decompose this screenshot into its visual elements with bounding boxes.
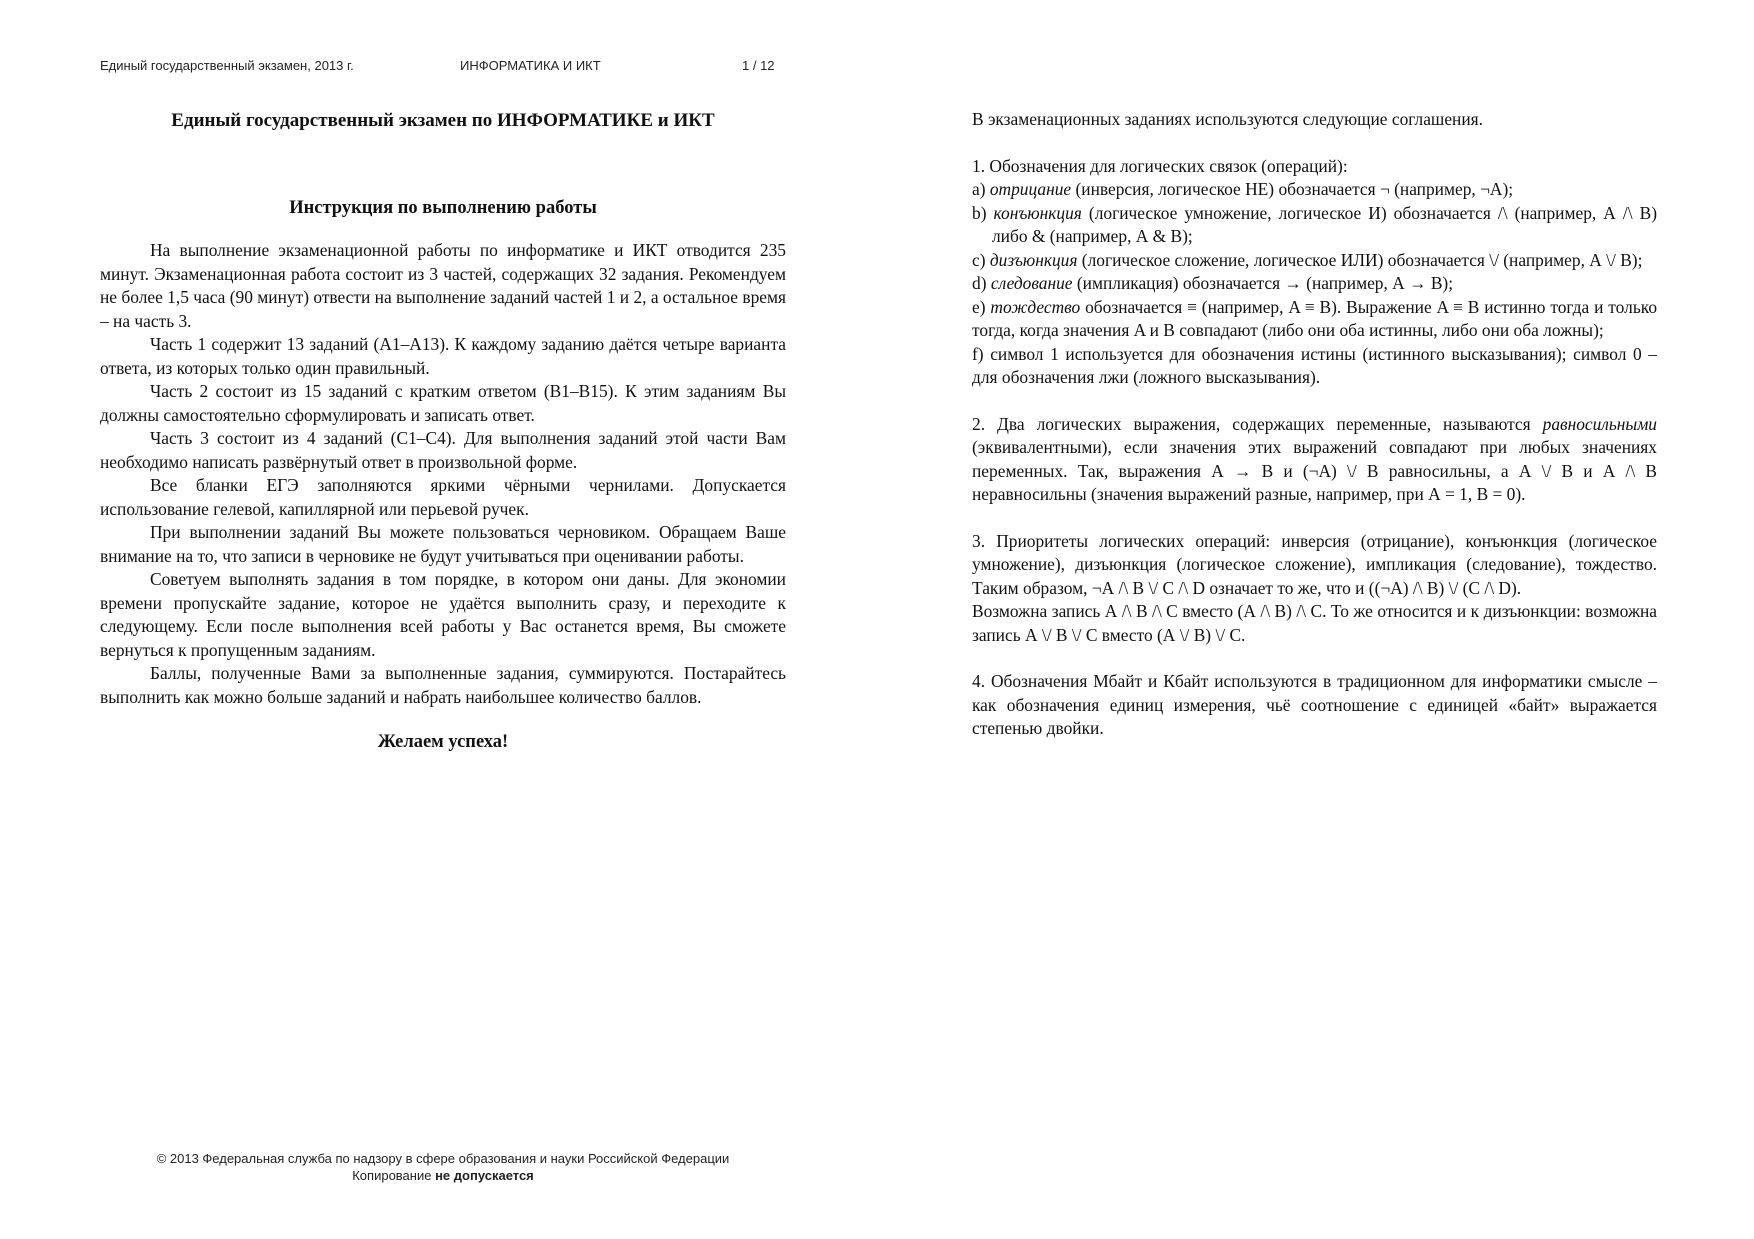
section-logic-operations (972, 155, 1657, 390)
instruction-paragraph: Часть 2 состоит из 15 заданий с кратким ответом (В1–В15). К этим заданиям Вы должны самостоятельно сформулировать и записать ответ. (100, 381, 786, 425)
copying-notice: Копирование не допускается (352, 1168, 534, 1183)
item-negation: a) отрицание (инверсия, логическое НЕ) обозначается ¬ (например, ¬А); (972, 179, 1514, 199)
instruction-paragraph: Все бланки ЕГЭ заполняются яркими чёрными чернилами. Допускается использование гелевой, капиллярной или перьевой ручек. (100, 475, 786, 519)
section-2-text: 2. Два логических выражения, содержащих переменные, называются равносильными (эквивалентными), если значения этих выражений совпадают при любых значениях переменных. Так, выражения А → В и (¬А) \/ В равносильны, а А \/ В и А /\ В неравносильны (значения выражений разные, например, при А = 1, В = 0). (972, 413, 1657, 504)
item-disjunction: c) дизъюнкция (логическое сложение, логическое ИЛИ) обозначается \/ (например, А \/ В); (972, 249, 1643, 270)
header-page-number: 1 / 12 (742, 58, 775, 73)
exam-title: Единый государственный экзамен по ИНФОРМАТИКЕ и ИКТ (171, 110, 715, 131)
section-units (972, 670, 1657, 741)
instruction-paragraph: Советуем выполнять задания в том порядке, в котором они даны. Для экономии времени пропускайте задание, которое не удаётся выполнить сразу, и переходите к следующему. Если после выполнения всей работы у Вас останется время, Вы сможете вернуться к пропущенным заданиям. (100, 569, 786, 660)
instruction-paragraph: Часть 1 содержит 13 заданий (А1–А13). К каждому заданию даётся четыре варианта ответа, из которых только один правильный. (100, 334, 786, 378)
section-1-title: 1. Обозначения для логических связок (операций): (972, 155, 1348, 176)
right-page (972, 108, 1657, 764)
item-implication: d) следование (импликация) обозначается → (например, А → В); (972, 273, 1454, 293)
item-conjunction: b) конъюнкция (логическое умножение, логическое И) обозначается /\ (например, А /\ В) либо & (например, А & В); (972, 202, 1657, 246)
section-4-text: 4. Обозначения Мбайт и Кбайт используются в традиционном для информатики смысле – как обозначения единиц измерения, чьё соотношение с единицей «байт» выражается степенью двойки. (972, 671, 1657, 738)
copyright-line: © 2013 Федеральная служба по надзору в сфере образования и науки Российской Федерации (156, 1151, 730, 1166)
header-exam-title: Единый государственный экзамен, 2013 г. (100, 58, 354, 73)
instruction-paragraph: При выполнении заданий Вы можете пользоваться черновиком. Обращаем Ваше внимание на то, что записи в черновике не будут учитываться при оценивании работы. (100, 522, 786, 566)
instruction-paragraph: Баллы, полученные Вами за выполненные задания, суммируются. Постарайтесь выполнить как можно больше заданий и набрать наибольшее количество баллов. (100, 663, 786, 707)
page-footer (100, 1150, 786, 1184)
item-truth-symbols: f) символ 1 используется для обозначения истины (истинного высказывания); символ 0 – для обозначения лжи (ложного высказывания). (972, 343, 1657, 387)
section-equivalence (972, 413, 1657, 507)
section-priorities (972, 530, 1657, 648)
instruction-paragraph: Часть 3 состоит из 4 заданий (С1–С4). Для выполнения заданий этой части Вам необходимо написать развёрнутый ответ в произвольной форме. (100, 428, 786, 472)
item-equivalence: e) тождество обозначается ≡ (например, A ≡ B). Выражение A ≡ B истинно тогда и только тогда, когда значения A и B совпадают (либо они оба истинны, либо они оба ложны); (972, 296, 1658, 340)
instruction-paragraph: На выполнение экзаменационной работы по информатике и ИКТ отводится 235 минут. Экзаменационная работа состоит из 3 частей, содержащих 32 задания. Рекомендуем не более 1,5 часа (90 минут) отвести на выполнение заданий частей 1 и 2, а остальное время – на часть 3. (100, 240, 786, 331)
section-3-note: Возможна запись А /\ В /\ С вместо (А /\ В) /\ С. То же относится и к дизъюнкции: возможна запись А \/ В \/ С вместо (А \/ В) \/ С. (972, 601, 1657, 645)
left-page (100, 108, 786, 753)
good-luck-wish: Желаем успеха! (377, 732, 509, 752)
header-subject: ИНФОРМАТИКА И ИКТ (460, 58, 601, 73)
section-3-text: 3. Приоритеты логических операций: инверсия (отрицание), конъюнкция (логическое умножение), дизъюнкция (логическое сложение), импликация (следование), тождество. Таким образом, ¬А /\ В \/ С /\ D означает то же, что и ((¬А) /\ В) \/ (С /\ D). (972, 530, 1657, 598)
conventions-intro: В экзаменационных заданиях используются следующие соглашения. (972, 109, 1483, 129)
instructions-title: Инструкция по выполнению работы (289, 198, 597, 218)
